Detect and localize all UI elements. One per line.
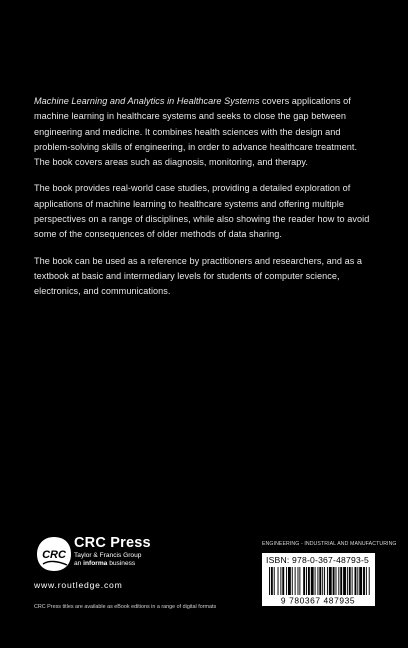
barcode-bar: [366, 567, 367, 595]
business-suffix: business: [107, 560, 136, 567]
barcode-bar: [288, 567, 291, 595]
publisher-name: CRC Press: [74, 535, 151, 551]
barcode-bar: [308, 567, 310, 595]
barcode-bar: [299, 567, 300, 595]
barcode-bar: [343, 567, 346, 595]
barcode-bar: [317, 567, 318, 595]
barcode-bar: [327, 567, 328, 595]
barcode-bar: [363, 567, 365, 595]
business-bold: informa: [83, 560, 108, 567]
barcode-bar: [324, 567, 325, 595]
barcode-bar: [340, 567, 342, 595]
barcode-bar: [347, 567, 348, 595]
barcode-bar: [319, 567, 321, 595]
barcode-bar: [274, 567, 275, 595]
barcode-bar: [271, 567, 273, 595]
isbn-barcode: [263, 566, 374, 605]
barcode-bar: [338, 567, 339, 595]
barcode-bar: [336, 567, 337, 595]
barcode-bar: [278, 567, 279, 595]
ebook-note: CRC Press titles are available as eBook editions in a range of digital formats: [34, 604, 217, 610]
crc-badge-text: CRC: [42, 549, 66, 561]
barcode-bar: [269, 567, 270, 595]
blurb-text: [34, 94, 374, 311]
barcode-bar: [352, 567, 353, 595]
book-title: Machine Learning and Analytics in Healthcare Systems: [34, 96, 260, 106]
barcode-bar: [282, 567, 284, 595]
barcode-bar: [311, 567, 314, 595]
barcode-bar: [298, 567, 299, 595]
barcode-digits: 9 780367 487935: [280, 595, 356, 605]
publisher-business-line: [74, 560, 135, 567]
blurb-paragraph-3: The book can be used as a reference by practitioners and researchers, and as a textbook at basic and intermediary levels for students of computer science, electronics, and communications.: [34, 255, 363, 297]
publisher-group: Taylor & Francis Group: [74, 552, 142, 559]
subject-category: ENGINEERING - INDUSTRIAL AND MANUFACTURING: [262, 541, 397, 547]
barcode-bars: [269, 567, 370, 595]
barcode-bar: [355, 567, 357, 595]
barcode-bar: [315, 567, 316, 595]
crc-press-logo-icon: [34, 534, 74, 574]
blurb-paragraph-1-text: covers applications of machine learning in healthcare systems and seeks to close the gap between engineering and medicine. It combines health sciences with the design and problem-solving skills of engineering, in order to advance healthcare treatment. The book covers areas such as diagnosis, monitoring, and therapy.: [34, 96, 358, 168]
barcode-bar: [292, 567, 293, 595]
barcode-bar: [322, 567, 323, 595]
blurb-paragraph-2: The book provides real-world case studies, providing a detailed exploration of applications of machine learning to healthcare systems and offering multiple perspectives on a range of disciplines, while also showing the reader how to avoid some of the consequences of older methods of data sharing.: [34, 183, 370, 240]
barcode-bar: [359, 567, 362, 595]
barcode-bar: [280, 567, 281, 595]
isbn-label: ISBN: 978-0-367-48793-5: [266, 555, 370, 565]
blurb-paragraph-1: [34, 94, 374, 170]
barcode-bar: [306, 567, 307, 595]
business-prefix: an: [74, 560, 84, 567]
barcode-bar: [333, 567, 335, 595]
publisher-website: www.routledge.com: [34, 580, 123, 590]
barcode-bar: [357, 567, 358, 595]
publisher-logo: [34, 534, 194, 574]
barcode-bar: [295, 567, 296, 595]
barcode-bar: [303, 567, 305, 595]
barcode-bar: [349, 567, 351, 595]
barcode-bar: [329, 567, 332, 595]
barcode-bar: [369, 567, 370, 595]
barcode-bar: [286, 567, 287, 595]
